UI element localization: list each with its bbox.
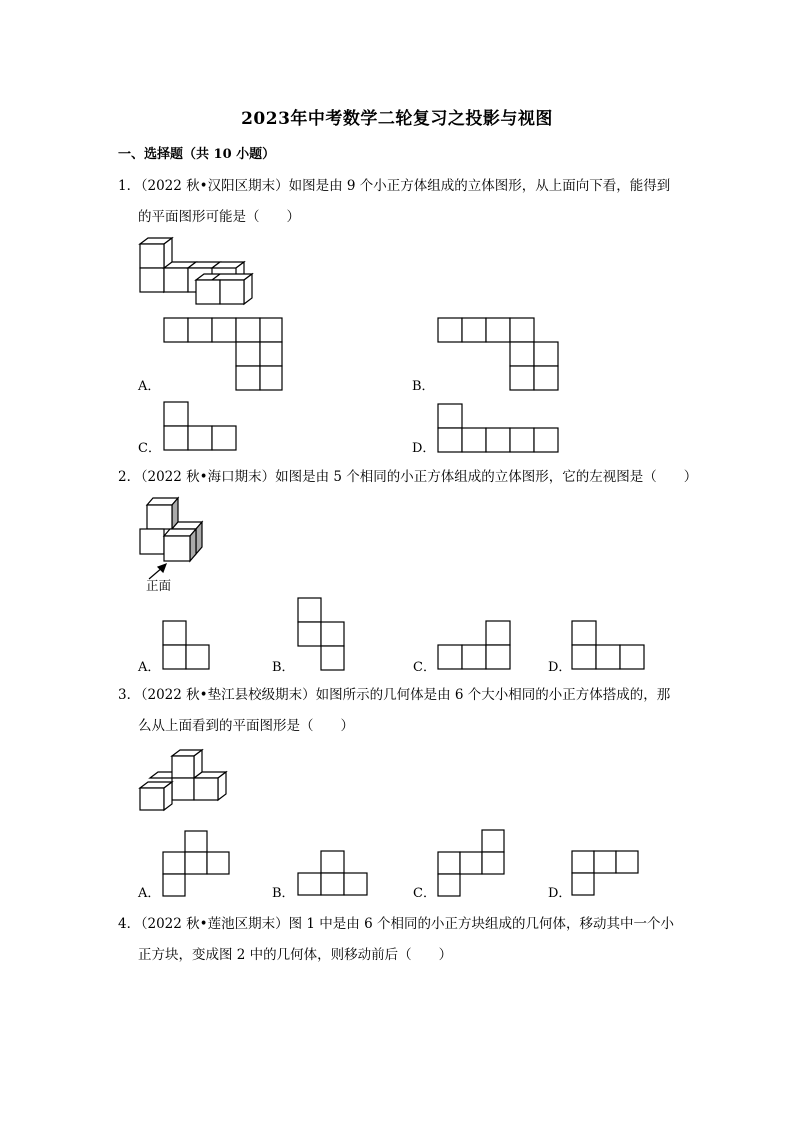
question-2-option-a-label[interactable]: A．	[138, 660, 161, 675]
question-2-option-d-figure[interactable]	[572, 621, 648, 671]
question-2-option-d-label[interactable]: D．	[548, 660, 572, 675]
question-1-option-b-figure[interactable]	[438, 318, 560, 392]
question-3-option-c-label[interactable]: C．	[413, 886, 436, 901]
question-3-number: 3．	[118, 687, 141, 703]
question-4-number: 4．	[118, 916, 141, 932]
question-2-option-b-label[interactable]: B．	[272, 660, 295, 675]
question-2-option-a-figure[interactable]	[163, 621, 213, 671]
question-1-option-d-label[interactable]: D．	[412, 441, 436, 456]
question-1-option-c-label[interactable]: C．	[138, 441, 161, 456]
question-2-number: 2．	[118, 469, 141, 485]
question-1-text-line2: 的平面图形可能是（ ）	[138, 209, 300, 225]
question-3-option-b-label[interactable]: B．	[272, 886, 295, 901]
question-1-option-c-figure[interactable]	[164, 402, 240, 452]
question-3-option-d-label[interactable]: D．	[548, 886, 572, 901]
question-2-option-c-figure[interactable]	[438, 621, 514, 671]
question-3-option-b-figure[interactable]	[298, 851, 370, 897]
question-3-text-line1: （2022 秋•垫江县校级期末）如图所示的几何体是由 6 个大小相同的小正方体搭成的，那	[134, 687, 671, 703]
front-view-label: 正面	[146, 578, 172, 593]
question-2-option-c-label[interactable]: C．	[413, 660, 436, 675]
question-1-option-a-figure[interactable]	[164, 318, 284, 392]
section-heading: 一、选择题（共 10 小题）	[118, 147, 276, 162]
question-3-option-d-figure[interactable]	[572, 851, 642, 899]
question-2-option-b-figure[interactable]	[298, 598, 348, 672]
question-3-option-a-label[interactable]: A．	[138, 886, 161, 901]
question-3-solid-figure	[134, 750, 234, 816]
question-3-option-c-figure[interactable]	[438, 830, 508, 898]
question-3-text-line2: 么从上面看到的平面图形是（ ）	[138, 718, 354, 734]
question-1-text-line1: （2022 秋•汉阳区期末）如图是由 9 个小正方体组成的立体图形，从上面向下看，能得到	[134, 178, 671, 194]
question-1-option-b-label[interactable]: B．	[412, 379, 435, 394]
question-1-solid-figure	[130, 232, 270, 312]
question-1-option-a-label[interactable]: A．	[138, 379, 161, 394]
question-4-text-line2: 正方块，变成图 2 中的几何体，则移动前后（ ）	[138, 947, 453, 963]
question-1-number: 1．	[118, 178, 141, 194]
document-title: 2023年中考数学二轮复习之投影与视图	[241, 109, 553, 129]
question-2-text-line1: （2022 秋•海口期末）如图是由 5 个相同的小正方体组成的立体图形，它的左视图是（ ）	[134, 469, 698, 485]
question-1-option-d-figure[interactable]	[438, 404, 562, 454]
question-4-text-line1: （2022 秋•莲池区期末）图 1 中是由 6 个相同的小正方块组成的几何体，移动其中一个小	[134, 916, 674, 932]
question-3-option-a-figure[interactable]	[163, 831, 233, 897]
